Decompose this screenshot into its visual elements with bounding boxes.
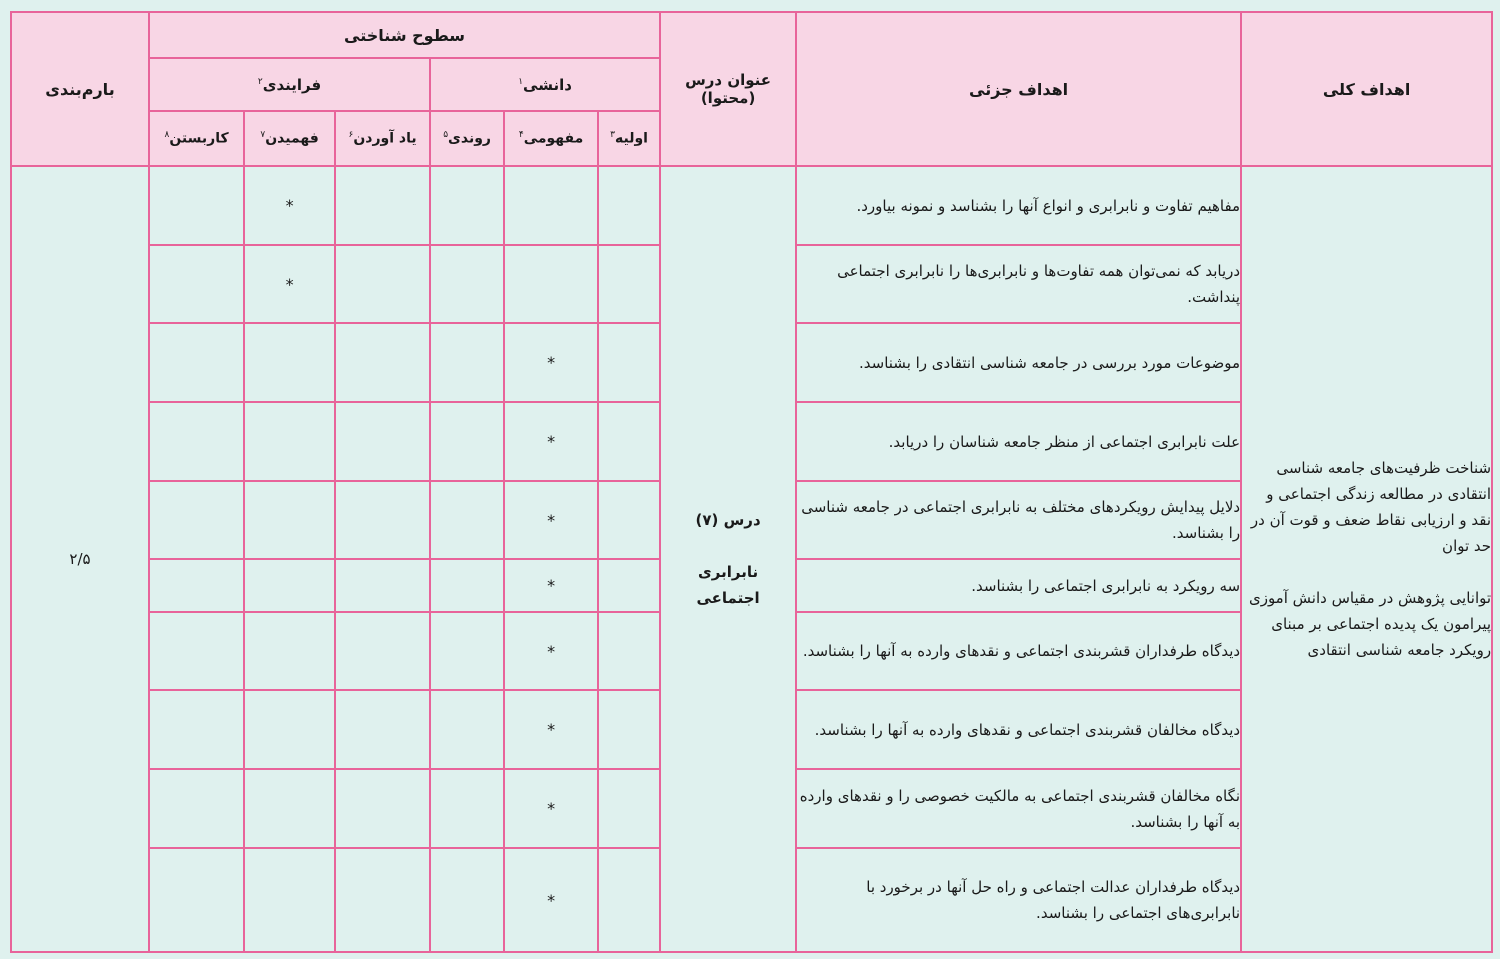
level-cell-mafhoomi bbox=[504, 245, 598, 323]
level-cell-yadavardan bbox=[335, 323, 430, 402]
partial-goal: دلایل پیدایش رویکردهای مختلف به نابرابری اجتماعی در جامعه شناسی را بشناسد. bbox=[796, 481, 1241, 559]
level-cell-mafhoomi bbox=[504, 166, 598, 245]
level-header-mafhoomi bbox=[504, 111, 598, 166]
level-label: اولیه bbox=[615, 130, 648, 147]
level-cell-ravandi bbox=[430, 769, 504, 848]
level-cell-yadavardan bbox=[335, 402, 430, 481]
partial-goals-header: اهداف جزئی bbox=[796, 12, 1241, 166]
partial-goal: موضوعات مورد بررسی در جامعه شناسی انتقادی را بشناسد. bbox=[796, 323, 1241, 402]
knowledge-header bbox=[430, 58, 660, 111]
partial-goal: دیدگاه طرفداران عدالت اجتماعی و راه حل آنها در برخورد با نابرابری‌های اجتماعی را بشناسد. bbox=[796, 848, 1241, 952]
general-goal: توانایی پژوهش در مقیاس دانش آموزی پیرامون یک پدیده اجتماعی بر مبنای رویکرد جامعه شناسی انتقادی bbox=[1248, 589, 1492, 659]
level-cell-ravandi bbox=[430, 166, 504, 245]
level-cell-avvalieh bbox=[598, 612, 660, 690]
partial-goal: نگاه مخالفان قشربندی اجتماعی به مالکیت خصوصی را و نقدهای وارده به آنها را بشناسد. bbox=[796, 769, 1241, 848]
level-cell-yadavardan bbox=[335, 690, 430, 769]
level-header-yadavardan bbox=[335, 111, 430, 166]
level-cell-fahmidan bbox=[244, 559, 335, 612]
scoring-header: بارم‌بندی bbox=[11, 12, 149, 166]
level-cell-karbastan bbox=[149, 481, 244, 559]
learning-objectives-table bbox=[10, 11, 1493, 953]
level-footnote: ۷ bbox=[260, 130, 266, 141]
knowledge-footnote: ۱ bbox=[518, 76, 524, 87]
lesson-number: درس (۷) bbox=[695, 511, 761, 529]
knowledge-label: دانشی bbox=[523, 75, 572, 94]
general-goals-header: اهداف کلی bbox=[1241, 12, 1492, 166]
level-cell-avvalieh bbox=[598, 848, 660, 952]
level-cell-avvalieh bbox=[598, 559, 660, 612]
table-row bbox=[11, 166, 1492, 245]
level-cell-karbastan bbox=[149, 166, 244, 245]
general-goal: شناخت ظرفیت‌های جامعه شناسی انتقادی در مطالعه زندگی اجتماعی و نقد و ارزیابی نقاط ضعف و قوت آن در حد توان bbox=[1250, 459, 1492, 555]
level-cell-yadavardan bbox=[335, 481, 430, 559]
level-label: مفهومی bbox=[523, 130, 584, 147]
level-cell-ravandi bbox=[430, 612, 504, 690]
level-mark: * bbox=[547, 510, 556, 530]
level-cell-fahmidan bbox=[244, 612, 335, 690]
level-cell-ravandi bbox=[430, 481, 504, 559]
partial-goal: دیدگاه مخالفان قشربندی اجتماعی و نقدهای وارده به آنها را بشناسد. bbox=[796, 690, 1241, 769]
level-header-karbastan bbox=[149, 111, 244, 166]
level-label: یاد آوردن bbox=[353, 130, 417, 147]
lesson-title-header-line2: (محتوا) bbox=[700, 89, 756, 107]
level-cell-avvalieh bbox=[598, 690, 660, 769]
level-cell-avvalieh bbox=[598, 245, 660, 323]
level-cell-karbastan bbox=[149, 245, 244, 323]
level-cell-karbastan bbox=[149, 769, 244, 848]
general-goals-cell bbox=[1241, 166, 1492, 952]
level-cell-avvalieh bbox=[598, 402, 660, 481]
level-cell-ravandi bbox=[430, 323, 504, 402]
level-cell-avvalieh bbox=[598, 323, 660, 402]
level-cell-mafhoomi bbox=[504, 612, 598, 690]
level-cell-yadavardan bbox=[335, 769, 430, 848]
level-cell-fahmidan bbox=[244, 481, 335, 559]
score-cell: ۲/۵ bbox=[11, 166, 149, 952]
level-header-fahmidan bbox=[244, 111, 335, 166]
level-cell-karbastan bbox=[149, 402, 244, 481]
level-footnote: ۳ bbox=[610, 130, 616, 141]
partial-goal: سه رویکرد به نابرابری اجتماعی را بشناسد. bbox=[796, 559, 1241, 612]
partial-goal: دیدگاه طرفداران قشربندی اجتماعی و نقدهای وارده به آنها را بشناسد. bbox=[796, 612, 1241, 690]
level-header-avvalieh bbox=[598, 111, 660, 166]
partial-goal: دریابد که نمی‌توان همه تفاوت‌ها و نابرابری‌ها را نابرابری اجتماعی پنداشت. bbox=[796, 245, 1241, 323]
lesson-title: نابرابری اجتماعی bbox=[696, 563, 760, 607]
lesson-title-header-line1: عنوان درس bbox=[685, 71, 772, 89]
level-cell-avvalieh bbox=[598, 769, 660, 848]
level-cell-fahmidan bbox=[244, 402, 335, 481]
level-cell-fahmidan bbox=[244, 323, 335, 402]
level-header-ravandi bbox=[430, 111, 504, 166]
level-cell-karbastan bbox=[149, 848, 244, 952]
level-cell-mafhoomi bbox=[504, 690, 598, 769]
level-cell-ravandi bbox=[430, 402, 504, 481]
level-cell-yadavardan bbox=[335, 245, 430, 323]
lesson-title-header bbox=[660, 12, 796, 166]
level-cell-mafhoomi bbox=[504, 323, 598, 402]
level-cell-fahmidan bbox=[244, 769, 335, 848]
level-cell-fahmidan bbox=[244, 848, 335, 952]
level-cell-avvalieh bbox=[598, 481, 660, 559]
level-footnote: ۸ bbox=[164, 130, 170, 141]
level-cell-mafhoomi bbox=[504, 402, 598, 481]
level-cell-ravandi bbox=[430, 848, 504, 952]
level-cell-fahmidan bbox=[244, 166, 335, 245]
level-cell-karbastan bbox=[149, 612, 244, 690]
level-mark: * bbox=[547, 890, 556, 910]
partial-goal: مفاهیم تفاوت و نابرابری و انواع آنها را بشناسد و نمونه بیاورد. bbox=[796, 166, 1241, 245]
level-mark: * bbox=[547, 799, 556, 818]
level-cell-fahmidan bbox=[244, 690, 335, 769]
partial-goal: علت نابرابری اجتماعی از منظر جامعه شناسان را دریابد. bbox=[796, 402, 1241, 481]
level-cell-yadavardan bbox=[335, 612, 430, 690]
level-cell-karbastan bbox=[149, 690, 244, 769]
level-mark: * bbox=[547, 353, 556, 372]
process-header bbox=[149, 58, 430, 111]
level-cell-yadavardan bbox=[335, 848, 430, 952]
level-mark: * bbox=[547, 432, 556, 451]
level-cell-mafhoomi bbox=[504, 559, 598, 612]
level-footnote: ۴ bbox=[518, 130, 524, 141]
level-cell-yadavardan bbox=[335, 559, 430, 612]
process-label: فرایندی bbox=[262, 75, 322, 94]
level-mark: * bbox=[547, 576, 556, 595]
lesson-cell bbox=[660, 166, 796, 952]
level-cell-ravandi bbox=[430, 245, 504, 323]
level-mark: * bbox=[547, 641, 556, 661]
level-cell-ravandi bbox=[430, 559, 504, 612]
level-cell-yadavardan bbox=[335, 166, 430, 245]
level-cell-avvalieh bbox=[598, 166, 660, 245]
process-footnote: ۲ bbox=[257, 76, 263, 87]
level-cell-mafhoomi bbox=[504, 481, 598, 559]
level-cell-mafhoomi bbox=[504, 848, 598, 952]
level-cell-mafhoomi bbox=[504, 769, 598, 848]
level-label: کاربستن bbox=[169, 130, 229, 147]
level-footnote: ۶ bbox=[348, 130, 354, 141]
level-label: روندی bbox=[448, 130, 491, 147]
level-label: فهمیدن bbox=[265, 130, 319, 147]
level-mark: * bbox=[285, 196, 294, 215]
level-cell-karbastan bbox=[149, 323, 244, 402]
level-cell-fahmidan bbox=[244, 245, 335, 323]
level-cell-karbastan bbox=[149, 559, 244, 612]
level-mark: * bbox=[285, 274, 294, 294]
level-footnote: ۵ bbox=[443, 130, 449, 141]
level-mark: * bbox=[547, 720, 556, 739]
cognitive-levels-header: سطوح شناختی bbox=[149, 12, 660, 58]
level-cell-ravandi bbox=[430, 690, 504, 769]
